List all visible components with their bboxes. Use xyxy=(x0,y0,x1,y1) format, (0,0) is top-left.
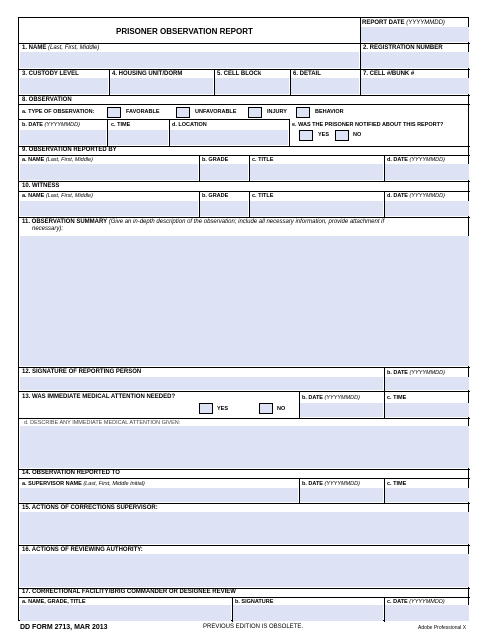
medical-date-field[interactable] xyxy=(300,403,383,417)
rule xyxy=(109,69,110,95)
unfavorable-label: UNFAVORABLE xyxy=(195,109,237,115)
section-11-label xyxy=(22,219,384,226)
rule xyxy=(19,545,470,546)
rule xyxy=(19,155,470,156)
rule xyxy=(289,119,290,146)
cell-block-field[interactable] xyxy=(215,78,289,94)
medical-no-checkbox[interactable] xyxy=(259,403,273,414)
medical-time-label: c. TIME xyxy=(387,395,407,401)
rule xyxy=(384,367,385,391)
rule xyxy=(384,191,385,217)
rule xyxy=(360,18,361,95)
report-date-format: (YYYYMMDD) xyxy=(406,20,445,26)
commander-name-field[interactable] xyxy=(20,605,231,621)
detail-label: 6. DETAIL xyxy=(293,71,321,77)
observation-type-label: a. TYPE OF OBSERVATION: xyxy=(22,109,95,115)
commander-date-field[interactable] xyxy=(385,605,469,621)
witness-date-label xyxy=(387,193,445,199)
rule xyxy=(299,478,300,503)
report-date-label xyxy=(362,20,445,27)
section-11-hint-2: necessary): xyxy=(32,226,64,232)
housing-unit-field[interactable] xyxy=(110,78,213,94)
medical-description-label: d. DESCRIBE ANY IMMEDIATE MEDICAL ATTENTION GIVEN: xyxy=(24,420,181,426)
witness-date-label-text: d. DATE xyxy=(387,193,408,199)
rule xyxy=(299,391,300,418)
obsolete-notice: PREVIOUS EDITION IS OBSOLETE. xyxy=(203,624,304,630)
supervisor-name-label-text: a. SUPERVISOR NAME xyxy=(22,481,82,487)
rule xyxy=(199,155,200,181)
unfavorable-checkbox[interactable] xyxy=(176,107,190,118)
rule xyxy=(249,191,250,217)
supervisor-name-label xyxy=(22,481,145,487)
reporter-title-field[interactable] xyxy=(250,164,383,180)
medical-date-label xyxy=(302,395,360,401)
section-11-hint-continued xyxy=(32,226,63,233)
medical-date-label-text: b. DATE xyxy=(302,395,323,401)
notified-yes-label: YES xyxy=(318,132,330,138)
signature-date-field[interactable] xyxy=(385,377,469,390)
obs-time-label: c. TIME xyxy=(111,122,131,128)
supervisor-time-field[interactable] xyxy=(385,488,469,502)
medical-no-label: NO xyxy=(277,406,286,412)
witness-name-label-text: a. NAME xyxy=(22,193,45,199)
witness-grade-label: b. GRADE xyxy=(202,193,229,199)
notified-label: e. WAS THE PRISONER NOTIFIED ABOUT THIS REPORT? xyxy=(292,122,444,128)
name-field[interactable] xyxy=(20,52,359,68)
witness-name-label xyxy=(22,193,93,199)
injury-checkbox[interactable] xyxy=(248,107,262,118)
commander-date-label xyxy=(387,599,445,605)
reporter-date-format: (YYYYMMDD) xyxy=(409,157,445,163)
form-title: PRISONER OBSERVATION REPORT xyxy=(116,27,253,36)
rule xyxy=(107,119,108,146)
behavior-label: BEHAVIOR xyxy=(315,109,344,115)
witness-name-field[interactable] xyxy=(20,201,198,216)
medical-yes-label: YES xyxy=(217,406,229,412)
notified-yes-checkbox[interactable] xyxy=(299,130,313,141)
supervisor-date-label-text: b. DATE xyxy=(302,481,323,487)
rule xyxy=(384,478,385,503)
rule xyxy=(232,597,233,622)
rule xyxy=(19,43,470,44)
supervisor-name-hint: (Last, First, Middle Initial) xyxy=(83,481,145,487)
medical-date-format: (YYYYMMDD) xyxy=(324,395,360,401)
reporter-name-field[interactable] xyxy=(20,164,198,180)
injury-label: INJURY xyxy=(267,109,287,115)
rule xyxy=(19,217,470,218)
obs-location-label: d. LOCATION xyxy=(172,122,207,128)
rule xyxy=(19,95,470,96)
commander-date-label-text: c. DATE xyxy=(387,599,408,605)
witness-title-field[interactable] xyxy=(250,201,383,216)
section-14-label: 14. OBSERVATION REPORTED TO xyxy=(22,470,120,476)
rule xyxy=(290,69,291,95)
reporter-date-field[interactable] xyxy=(385,164,469,180)
signature-date-label xyxy=(387,370,445,376)
obs-date-field[interactable] xyxy=(20,130,106,145)
cell-block-label: 5. CELL BLOCk xyxy=(217,71,262,77)
rule xyxy=(19,191,470,192)
custody-level-field[interactable] xyxy=(20,78,108,94)
form-number: DD FORM 2713, MAR 2013 xyxy=(20,624,108,631)
witness-date-format: (YYYYMMDD) xyxy=(409,193,445,199)
commander-name-label: a. NAME, GRADE, TITLE xyxy=(22,599,86,605)
registration-field[interactable] xyxy=(361,52,469,68)
rule xyxy=(19,597,470,598)
supervisor-name-field[interactable] xyxy=(20,488,298,502)
behavior-checkbox[interactable] xyxy=(296,107,310,118)
rule xyxy=(169,119,170,146)
supervisor-date-label xyxy=(302,481,360,487)
commander-signature-field[interactable] xyxy=(233,605,383,621)
detail-field[interactable] xyxy=(291,78,359,94)
reporter-name-hint: (Last, First, Middle) xyxy=(45,157,93,163)
report-date-text: REPORT DATE xyxy=(362,20,405,26)
witness-name-hint: (Last, First, Middle) xyxy=(45,193,93,199)
cell-bunk-field[interactable] xyxy=(361,78,469,94)
reporter-grade-label: b. GRADE xyxy=(202,157,229,163)
medical-time-field[interactable] xyxy=(385,403,469,417)
rule xyxy=(199,191,200,217)
obs-time-field[interactable] xyxy=(108,130,168,145)
rule xyxy=(19,69,470,70)
section-11-hint: (Give an in-depth description of the observation; include all necessary information, provide attachment if xyxy=(108,219,385,225)
section-9-label: 9. OBSERVATION REPORTED BY xyxy=(22,147,117,153)
reporter-name-label-text: a. NAME xyxy=(22,157,45,163)
obs-location-field[interactable] xyxy=(170,130,288,145)
rule xyxy=(384,597,385,622)
reporter-title-label: c. TITLE xyxy=(252,157,274,163)
rule xyxy=(384,155,385,181)
section-13-label: 13. WAS IMMEDIATE MEDICAL ATTENTION NEEDED? xyxy=(22,394,176,400)
section-17-label: 17. CORRECTIONAL FACILITY/BRIG COMMANDER OR DESIGNEE REVIEW xyxy=(22,589,236,595)
section-10-label: 10. WITNESS xyxy=(22,183,60,189)
cell-bunk-label: 7. CELL #/BUNK # xyxy=(363,71,415,77)
corrections-actions-field[interactable] xyxy=(20,512,469,544)
reporter-date-label-text: d. DATE xyxy=(387,157,408,163)
rule xyxy=(249,155,250,181)
signature-field[interactable] xyxy=(20,377,383,390)
reporter-grade-field[interactable] xyxy=(200,164,248,180)
section-12-label: 12. SIGNATURE OF REPORTING PERSON xyxy=(22,369,142,375)
medical-description-field[interactable] xyxy=(20,426,469,468)
witness-date-field[interactable] xyxy=(385,201,469,216)
section-11-label-text: 11. OBSERVATION SUMMARY xyxy=(22,219,108,225)
rule xyxy=(19,503,470,504)
report-date-field[interactable] xyxy=(361,27,469,42)
section-16-label: 16. ACTIONS OF REVIEWING AUTHORITY: xyxy=(22,547,143,553)
registration-label: 2. REGISTRATION NUMBER xyxy=(363,45,443,51)
housing-unit-label: 4. HOUSING UNIT/DORM xyxy=(112,71,183,77)
rule xyxy=(384,391,385,418)
software-credit: Adobe Professional X xyxy=(418,625,467,631)
medical-yes-checkbox[interactable] xyxy=(199,403,213,414)
commander-signature-label: b. SIGNATURE xyxy=(235,599,274,605)
rule xyxy=(19,119,289,120)
reviewing-actions-field[interactable] xyxy=(20,554,469,587)
supervisor-time-label: c. TIME xyxy=(387,481,407,487)
custody-level-label: 3. CUSTODY LEVEL xyxy=(22,71,79,77)
obs-date-format: (YYYYMMDD) xyxy=(44,122,80,128)
supervisor-date-format: (YYYYMMDD) xyxy=(324,481,360,487)
rule xyxy=(19,181,470,182)
witness-title-label: c. TITLE xyxy=(252,193,274,199)
rule xyxy=(19,391,470,392)
name-hint: (Last, First, Middle) xyxy=(48,45,100,51)
observation-summary-field[interactable] xyxy=(20,236,469,366)
rule xyxy=(19,104,470,105)
reporter-name-label xyxy=(22,157,93,163)
supervisor-date-field[interactable] xyxy=(300,488,383,502)
rule xyxy=(19,367,470,368)
favorable-checkbox[interactable] xyxy=(107,107,121,118)
section-15-label: 15. ACTIONS OF CORRECTIONS SUPERVISOR: xyxy=(22,505,158,511)
rule xyxy=(19,418,470,419)
signature-date-label-text: b. DATE xyxy=(387,370,408,376)
section-8-label: 8. OBSERVATION xyxy=(22,97,72,103)
obs-date-label-text: b. DATE xyxy=(22,122,43,128)
prisoner-observation-form xyxy=(18,17,469,621)
obs-date-label xyxy=(22,122,80,128)
rule xyxy=(214,69,215,95)
rule xyxy=(19,478,470,479)
witness-grade-field[interactable] xyxy=(200,201,248,216)
notified-no-label: NO xyxy=(353,132,362,138)
name-label-text: 1. NAME xyxy=(22,45,47,51)
commander-date-format: (YYYYMMDD) xyxy=(409,599,445,605)
name-label xyxy=(22,45,99,52)
notified-no-checkbox[interactable] xyxy=(335,130,349,141)
favorable-label: FAVORABLE xyxy=(126,109,160,115)
reporter-date-label xyxy=(387,157,445,163)
signature-date-format: (YYYYMMDD) xyxy=(409,370,445,376)
